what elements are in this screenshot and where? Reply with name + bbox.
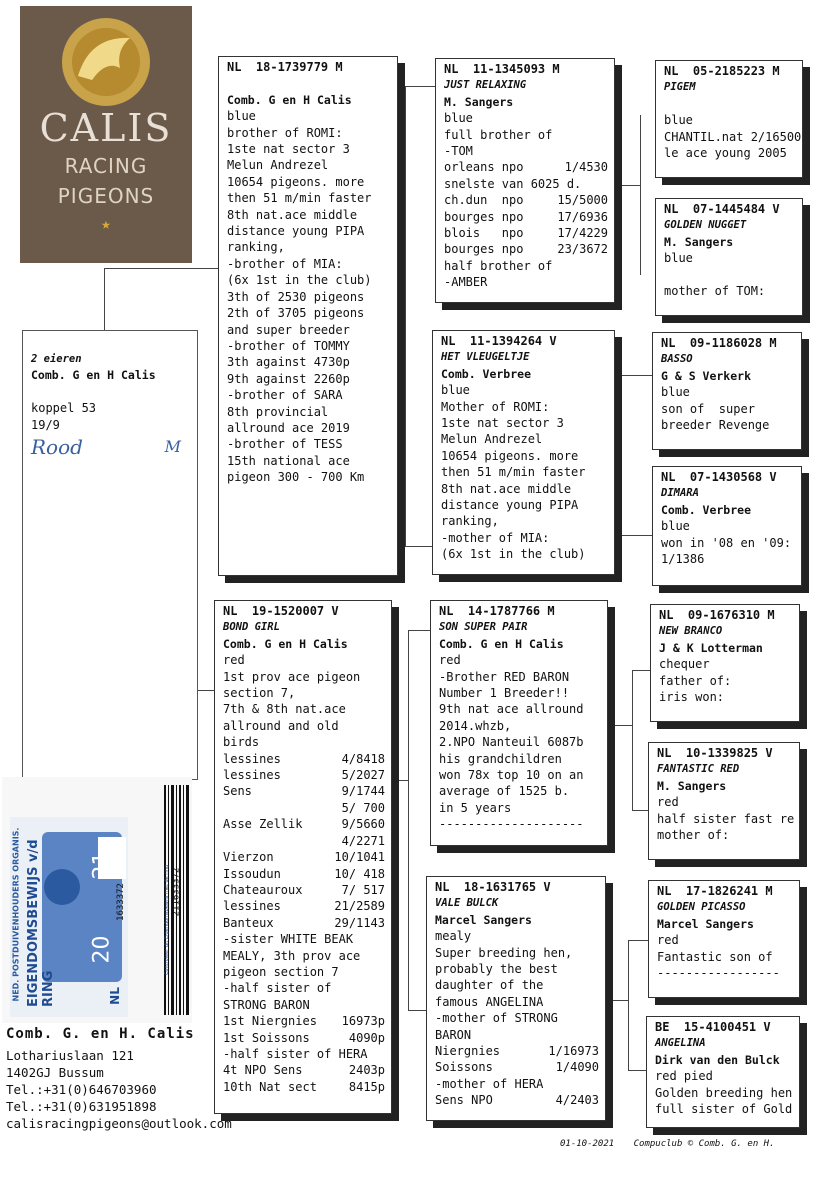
result-place: Vierzon [223, 850, 274, 865]
result-value: 9/5660 [341, 817, 385, 832]
result-value: 5/ 700 [341, 800, 385, 815]
sds-owner: G & S Verkerk [661, 368, 752, 383]
ss-result-row [444, 159, 608, 175]
sss-ring: NL 05-2185223 M [664, 64, 780, 78]
ring-ownership-sticker [2, 777, 192, 1023]
result-place: Sens [223, 784, 252, 799]
dam-ring: NL 19-1520007 V [223, 604, 339, 618]
sticker-title: EIGENDOMSBEWIJS v/d RING [26, 839, 56, 1007]
footer-city: 1402GJ Bussum [6, 1065, 104, 1080]
dd-result-row [435, 1059, 599, 1075]
ssd-name: GOLDEN NUGGET [664, 219, 747, 232]
dsd-text-line: red [657, 795, 679, 810]
sticker-check: Controleer dit Eigendomsbewijs met de ring [164, 864, 170, 975]
result-place: lessines [223, 768, 281, 783]
dss-text-line: chequer [659, 657, 710, 672]
sss-text-line: le ace young 2005 [664, 146, 787, 161]
ds-owner: Comb. G en H Calis [439, 636, 564, 651]
connector [104, 268, 218, 269]
result-value: 5/2027 [341, 768, 385, 783]
result-place: 4t NPO Sens [223, 1063, 303, 1078]
sdd-ring: NL 07-1430568 V [661, 470, 777, 484]
dam-text-line: -half sister of HERA [223, 1046, 368, 1061]
sire-dam-card [432, 330, 615, 575]
ss-result-row [444, 209, 608, 225]
dam-result-row [223, 1013, 385, 1029]
ss-result-row [444, 241, 608, 257]
result-value: 29/1143 [334, 915, 385, 930]
connector [628, 1070, 648, 1071]
star-icon: ★ [101, 214, 111, 233]
ssd-text-line: mother of TOM: [664, 284, 766, 299]
connector [405, 546, 432, 547]
sire-card [218, 56, 398, 576]
result-place: Chateauroux [223, 882, 303, 897]
result-value: 17/4229 [557, 226, 608, 241]
result-place: blois npo [444, 226, 524, 241]
sdd-text-line: 1/1386 [661, 552, 705, 567]
sire-text-line: (6x 1st in the club) [227, 273, 372, 288]
main-pigeon-card [22, 330, 198, 780]
dam-dam-card [426, 876, 606, 1121]
main-title: 2 eieren [31, 353, 82, 365]
sire-sire-card [435, 58, 615, 303]
connector [392, 780, 409, 781]
dsd-text-line: mother of: [657, 828, 730, 843]
ssd-card [655, 198, 803, 316]
dam-result-row [223, 1030, 385, 1046]
ds-text-line: red [439, 653, 461, 668]
sticker-country: NL [107, 987, 122, 1005]
sire-ring: NL 18-1739779 M [227, 60, 343, 74]
footer-email: calisracingpigeons@outlook.com [6, 1116, 232, 1131]
dd-text-line: -mother of HERA [435, 1076, 544, 1091]
result-value: 23/3672 [557, 242, 608, 257]
ssd-owner: M. Sangers [664, 234, 734, 249]
ssd-ring: NL 07-1445484 V [664, 202, 780, 216]
sss-name: PIGEM [664, 81, 696, 94]
ds-text-line: Number 1 Breeder!! [439, 686, 570, 701]
eagle-emblem-icon [20, 6, 192, 106]
sd-text-line: blue [441, 383, 470, 398]
connector [620, 535, 654, 536]
dsd-owner: M. Sangers [657, 778, 727, 793]
dam-result-row [223, 816, 385, 832]
connector [632, 670, 650, 671]
result-value: 10/ 418 [334, 866, 385, 881]
dds-card [648, 880, 800, 998]
ds-text-line: 2014.whzb, [439, 718, 512, 733]
dam-result-row [223, 833, 385, 849]
result-place: Niergnies [435, 1044, 501, 1059]
sdd-name: DIMARA [661, 487, 699, 500]
result-value: 10/1041 [334, 850, 385, 865]
result-value: 1/16973 [548, 1044, 599, 1059]
sdd-text-line: blue [661, 519, 690, 534]
sds-text-line: breeder Revenge [661, 418, 770, 433]
dd-result-row [435, 1092, 599, 1108]
dam-owner: Comb. G en H Calis [223, 636, 348, 651]
dam-text-line: red [223, 653, 245, 668]
dd-ring: NL 18-1631765 V [435, 880, 551, 894]
dam-text-line: pigeon section 7 [223, 964, 339, 979]
result-place: ch.dun npo [444, 193, 524, 208]
dd-text-line: probably the best [435, 962, 558, 977]
result-place: Asse Zellik [223, 817, 303, 832]
ss-text-line: -AMBER [444, 275, 488, 290]
connector [632, 670, 633, 810]
sd-owner: Comb. Verbree [441, 366, 532, 381]
sire-text-line: blue [227, 109, 256, 124]
sd-text-line: 1ste nat sector 3 [441, 416, 564, 431]
sire-text-line: distance young PIPA [227, 224, 365, 239]
result-value: 1/4530 [564, 160, 608, 175]
sticker-year-bottom: 20 [89, 935, 115, 964]
dam-result-row [223, 767, 385, 783]
dam-text-line: 1st prov ace pigeon [223, 669, 361, 684]
sire-text-line: 10654 pigeons. more [227, 174, 365, 189]
dds-ring: NL 17-1826241 M [657, 884, 773, 898]
sire-text-line: 3th against 4730p [227, 355, 350, 370]
sire-text-line: 8th provincial [227, 404, 329, 419]
result-value: 2403p [348, 1063, 385, 1078]
sd-text-line: 8th nat.ace middle [441, 481, 572, 496]
ddd-ring: BE 15-4100451 V [655, 1020, 771, 1034]
dd-text-line: BARON [435, 1027, 472, 1042]
result-place: snelste van 6025 d. [444, 176, 582, 191]
main-koppel: koppel 53 [31, 401, 97, 416]
main-owner: Comb. G en H Calis [31, 368, 156, 383]
connector [408, 630, 409, 1010]
dam-result-row [223, 882, 385, 898]
dam-text-line: -sister WHITE BEAK [223, 932, 354, 947]
result-value: 15/5000 [557, 193, 608, 208]
result-value: 9/1744 [341, 784, 385, 799]
result-value: 17/6936 [557, 209, 608, 224]
dam-result-row [223, 866, 385, 882]
sire-text-line: 15th national ace [227, 453, 350, 468]
dd-text-line: daughter of the [435, 978, 544, 993]
print-credit-text: Compuclub © Comb. G. en H. [633, 1139, 775, 1149]
dss-card [650, 604, 800, 722]
result-place: 1st Niergnies [223, 1014, 317, 1029]
ds-name: SON SUPER PAIR [439, 621, 528, 634]
ss-text-line: -TOM [444, 144, 473, 159]
sds-card [652, 332, 802, 450]
sire-text-line: and super breeder [227, 322, 350, 337]
sire-text-line: 9th against 2260p [227, 371, 350, 386]
calis-logo [20, 6, 192, 263]
sire-text-line: -brother of MIA: [227, 256, 343, 271]
result-value: 16973p [341, 1014, 385, 1029]
dam-text-line: section 7, [223, 686, 296, 701]
ssd-text-line [664, 267, 796, 283]
ds-text-line: in 5 years [439, 800, 512, 815]
dss-name: NEW BRANCO [659, 625, 723, 638]
club-footer [6, 1026, 232, 1132]
dsd-ring: NL 10-1339825 V [657, 746, 773, 760]
sire-text-line: -brother of SARA [227, 388, 343, 403]
dd-result-row [435, 1043, 599, 1059]
sd-text-line: -mother of MIA: [441, 530, 550, 545]
handwritten-color: Rood [31, 435, 83, 460]
dd-text-line: mealy [435, 929, 472, 944]
dam-sire-card [430, 600, 608, 846]
result-place: 10th Nat sect [223, 1079, 317, 1094]
result-value: 4/2271 [341, 833, 385, 848]
dds-text-line: ----------------- [657, 966, 780, 981]
ds-text-line: average of 1525 b. [439, 784, 570, 799]
ddd-card [646, 1016, 800, 1128]
dam-text-line: MEALY, 3th prov ace [223, 948, 361, 963]
ds-text-line: -Brother RED BARON [439, 669, 570, 684]
footer-street: Lothariuslaan 121 [6, 1048, 134, 1063]
dam-result-row [223, 751, 385, 767]
connector [405, 86, 406, 546]
dd-text-line: Super breeding hen, [435, 945, 573, 960]
connector [615, 455, 621, 456]
ds-text-line: 2.NPO Nanteuil 6087b [439, 735, 584, 750]
dsd-name: FANTASTIC RED [657, 763, 740, 776]
sds-text-line: blue [661, 385, 690, 400]
dam-result-row [223, 1079, 385, 1095]
sd-name: HET VLEUGELTJE [441, 351, 530, 364]
connector [612, 725, 633, 726]
dds-text-line: red [657, 933, 679, 948]
sire-text-line: pigeon 300 - 700 Km [227, 470, 365, 485]
ddd-text-line: full sister of Gold [655, 1102, 793, 1117]
connector [628, 940, 629, 1070]
dd-owner: Marcel Sangers [435, 912, 532, 927]
result-value: 8415p [348, 1079, 385, 1094]
ds-text-line: 9th nat ace allround [439, 702, 584, 717]
sd-text-line: (6x 1st in the club) [441, 547, 586, 562]
handwritten-sex: M [164, 437, 181, 457]
result-place: 1st Soissons [223, 1030, 310, 1045]
sticker-barcode-no: 211633372 [171, 867, 182, 917]
ss-name: JUST RELAXING [444, 79, 527, 92]
dam-result-row [223, 800, 385, 816]
sss-text-line: blue [664, 113, 693, 128]
sds-name: BASSO [661, 353, 693, 366]
connector [405, 86, 435, 87]
result-place: Banteux [223, 915, 274, 930]
result-place: Issoudun [223, 866, 281, 881]
result-place: Soissons [435, 1060, 493, 1075]
sss-card [655, 60, 803, 178]
sds-ring: NL 09-1186028 M [661, 336, 777, 350]
sticker-org: NED. POSTDUIVENHOUDERS ORGANIS. [11, 827, 21, 1002]
result-place: Sens NPO [435, 1093, 493, 1108]
dd-text-line: -mother of STRONG [435, 1011, 558, 1026]
sire-text-line: -brother of TESS [227, 437, 343, 452]
sds-text-line: son of super [661, 401, 755, 416]
logo-word-calis: CALIS [39, 106, 173, 150]
result-place: lessines [223, 751, 281, 766]
dss-text-line: father of: [659, 673, 732, 688]
sd-ring: NL 11-1394264 V [441, 334, 557, 348]
dsd-text-line: half sister fast re [657, 811, 795, 826]
ss-result-row [444, 192, 608, 208]
dss-text-line: iris won: [659, 690, 725, 705]
connector [104, 268, 105, 330]
dds-text-line: Fantastic son of [657, 949, 773, 964]
sd-text-line: distance young PIPA [441, 498, 579, 513]
sire-text-line: -brother of TOMMY [227, 338, 350, 353]
sire-text-line: Melun Andrezel [227, 158, 329, 173]
ddd-name: ANGELINA [655, 1037, 706, 1050]
dam-result-row [223, 1062, 385, 1078]
sire-text-line: 2th of 3705 pigeons [227, 306, 365, 321]
sire-text-line: brother of ROMI: [227, 125, 343, 140]
logo-word-pigeons: PIGEONS [57, 184, 155, 208]
dam-card [214, 600, 392, 1114]
ss-text-line: full brother of [444, 127, 553, 142]
ds-ring: NL 14-1787766 M [439, 604, 555, 618]
dam-text-line: birds [223, 735, 260, 750]
dam-text-line: 7th & 8th nat.ace [223, 702, 346, 717]
ds-text-line: -------------------- [439, 817, 584, 832]
dam-text-line: -half sister of [223, 981, 332, 996]
sd-text-line: Melun Andrezel [441, 432, 543, 447]
sss-text-line: CHANTIL.nat 2/16500 [664, 129, 802, 144]
result-value: 4/8418 [341, 751, 385, 766]
sd-text-line: ranking, [441, 514, 499, 529]
dam-text-line: STRONG BARON [223, 997, 310, 1012]
sticker-year-top: 21 [89, 851, 115, 880]
dss-owner: J & K Lotterman [659, 640, 763, 655]
sdd-owner: Comb. Verbree [661, 502, 752, 517]
ssd-text-line: blue [664, 251, 693, 266]
sire-owner: Comb. G en H Calis [227, 92, 352, 107]
result-place: lessines [223, 899, 281, 914]
ss-result-row [444, 176, 608, 192]
ss-result-row [444, 225, 608, 241]
sdd-text-line: won in '08 en '09: [661, 535, 792, 550]
sire-text-line: then 51 m/min faster [227, 191, 372, 206]
result-value: 21/2589 [334, 899, 385, 914]
dss-ring: NL 09-1676310 M [659, 608, 775, 622]
sdd-card [652, 466, 802, 586]
sd-text-line: 10654 pigeons. more [441, 448, 579, 463]
result-value: 4090p [348, 1030, 385, 1045]
sire-text-line: 8th nat.ace middle [227, 207, 358, 222]
print-date: 01-10-2021 [560, 1139, 615, 1149]
ddd-text-line: Golden breeding hen [655, 1085, 793, 1100]
sd-text-line: then 51 m/min faster [441, 465, 586, 480]
ss-ring: NL 11-1345093 M [444, 62, 560, 76]
ss-text-line: blue [444, 111, 473, 126]
sticker-ring-no: 1633372 [115, 883, 126, 921]
result-place: orleans npo [444, 160, 524, 175]
result-place: bourges npo [444, 209, 524, 224]
dds-name: GOLDEN PICASSO [657, 901, 746, 914]
dsd-card [648, 742, 800, 860]
ss-owner: M. Sangers [444, 94, 514, 109]
ds-text-line: his grandchildren [439, 751, 562, 766]
connector [608, 1000, 629, 1001]
result-value: 7/ 517 [341, 882, 385, 897]
footer-tel1: Tel.:+31(0)646703960 [6, 1082, 157, 1097]
connector [628, 940, 648, 941]
sire-text-line: 3th of 2530 pigeons [227, 289, 365, 304]
dd-name: VALE BULCK [435, 897, 499, 910]
sire-text-line: 1ste nat sector 3 [227, 142, 350, 157]
dam-name: BOND GIRL [223, 621, 280, 634]
dam-text-line: allround and old [223, 718, 339, 733]
connector [620, 375, 654, 376]
dd-text-line: famous ANGELINA [435, 994, 544, 1009]
dam-result-row [223, 849, 385, 865]
print-credit [560, 1139, 775, 1149]
connector [618, 185, 641, 186]
dam-result-row [223, 898, 385, 914]
logo-word-racing: RACING [64, 154, 148, 178]
connector [640, 115, 641, 275]
result-value: 1/4090 [555, 1060, 599, 1075]
result-value: 4/2403 [555, 1093, 599, 1108]
footer-tel2: Tel.:+31(0)631951898 [6, 1099, 157, 1114]
main-date: 19/9 [31, 417, 60, 432]
dam-result-row [223, 915, 385, 931]
sire-text-line: allround ace 2019 [227, 420, 350, 435]
connector [408, 630, 430, 631]
result-place: bourges npo [444, 242, 524, 257]
dds-owner: Marcel Sangers [657, 916, 754, 931]
sd-text-line: Mother of ROMI: [441, 399, 550, 414]
ddd-owner: Dirk van den Bulck [655, 1052, 780, 1067]
ss-text-line: half brother of [444, 258, 553, 273]
dam-result-row [223, 783, 385, 799]
ddd-text-line: red pied [655, 1069, 713, 1084]
footer-club: Comb. G. en H. Calis [6, 1026, 195, 1042]
sire-text-line: ranking, [227, 240, 285, 255]
ds-text-line: won 78x top 10 on an [439, 768, 584, 783]
